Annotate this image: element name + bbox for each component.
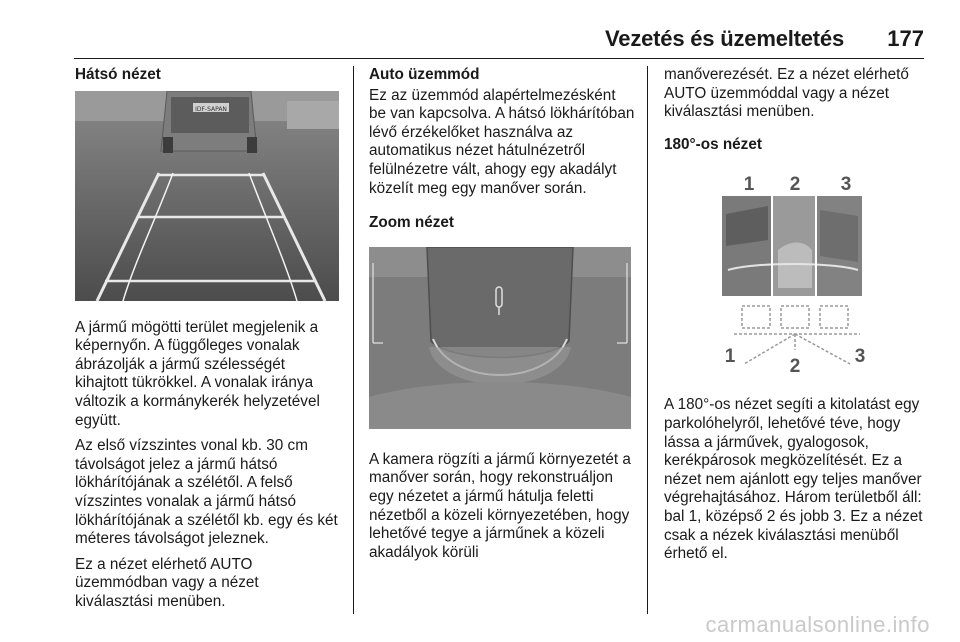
column-3 xyxy=(664,66,930,571)
panel-label-top-2: 2 xyxy=(789,174,801,196)
header-rule xyxy=(74,58,924,59)
column-2 xyxy=(369,66,635,569)
col1-paragraph-1: A jármű mögötti terület megjelenik a képernyőn. A függőleges vonalak ábrázolják a jármű szélességét kihajtott tükrökkel. A vonalak iránya változik a kormánykerék helyzetével együtt. xyxy=(75,318,320,429)
col1-paragraph-3: Ez a nézet elérhető AUTO üzemmódban vagy a nézet kiválasztási menüben. xyxy=(75,555,259,610)
page-header-title: Vezetés és üzemeltetés xyxy=(605,26,844,51)
page-number: 177 xyxy=(887,26,924,51)
section-heading-zoom-view: Zoom nézet xyxy=(369,214,454,232)
column-divider-2 xyxy=(647,66,648,614)
panel-label-bottom-1: 1 xyxy=(724,346,736,368)
camera-image-panels xyxy=(722,196,862,296)
panel-label-top-1: 1 xyxy=(743,174,755,196)
zoom-view-figure xyxy=(369,247,631,429)
panel-label-top-3: 3 xyxy=(840,174,852,196)
column-1 xyxy=(75,66,341,619)
watermark: carmanualsonline.info xyxy=(705,612,930,637)
section-heading-rear-view: Hátsó nézet xyxy=(75,66,161,83)
rear-camera-figure xyxy=(75,91,339,301)
rear-camera-illustration xyxy=(75,91,339,301)
zoom-view-illustration xyxy=(369,247,631,429)
col1-paragraph-2: Az első vízszintes vonal kb. 30 cm távolságot jelez a jármű hátsó lökhárítójának a szélétől. A felső vízszintes vonalak a jármű hátsó lökhárítójának a szélétől kb. egy és két méteres távolságot jeleznek. xyxy=(75,437,338,548)
panoramic-view-illustration xyxy=(664,170,926,374)
col2-paragraph-zoom: A kamera rögzíti a jármű környezetét a manőver során, hogy rekonstruáljon egy nézetet a jármű hátulja feletti nézetből a közeli környezetében, hogy lehetővé tegye a járműnek a közeli akadályok körüli xyxy=(369,450,631,561)
section-heading-180-view: 180°-os nézet xyxy=(664,135,762,153)
col3-paragraph-continued: manőverezését. Ez a nézet elérhető AUTO üzemmóddal vagy a nézet kiválasztási menüben. xyxy=(664,66,909,121)
col2-paragraph-auto: Ez az üzemmód alapértelmezésként be van kapcsolva. A hátsó lökhárítóban lévő érzékelőket használva az automatikus nézet hátulnézetről felülnézetre vált, ahogy egy akadályt közelít meg egy manőver során. xyxy=(369,86,635,197)
license-plate-text: IDF-SAPAN xyxy=(195,105,227,113)
panoramic-view-figure xyxy=(664,170,926,374)
panel-label-bottom-2: 2 xyxy=(789,356,801,375)
column-divider-1 xyxy=(353,66,354,614)
col3-paragraph-180: A 180°-os nézet segíti a kitolatást egy parkolóhelyről, lehetővé téve, hogy lássa a járművek, gyalogosok, kerékpárosok megközelítését. Ez a nézet nem ajánlott egy teljes manőver végrehajtásához. Három területből áll: bal 1, középső 2 és jobb 3. Ez a nézet csak a nézek kiválasztási menüből érhető el. xyxy=(664,396,923,563)
panel-label-bottom-3: 3 xyxy=(854,346,866,368)
section-heading-auto-mode: Auto üzemmód xyxy=(369,66,480,83)
